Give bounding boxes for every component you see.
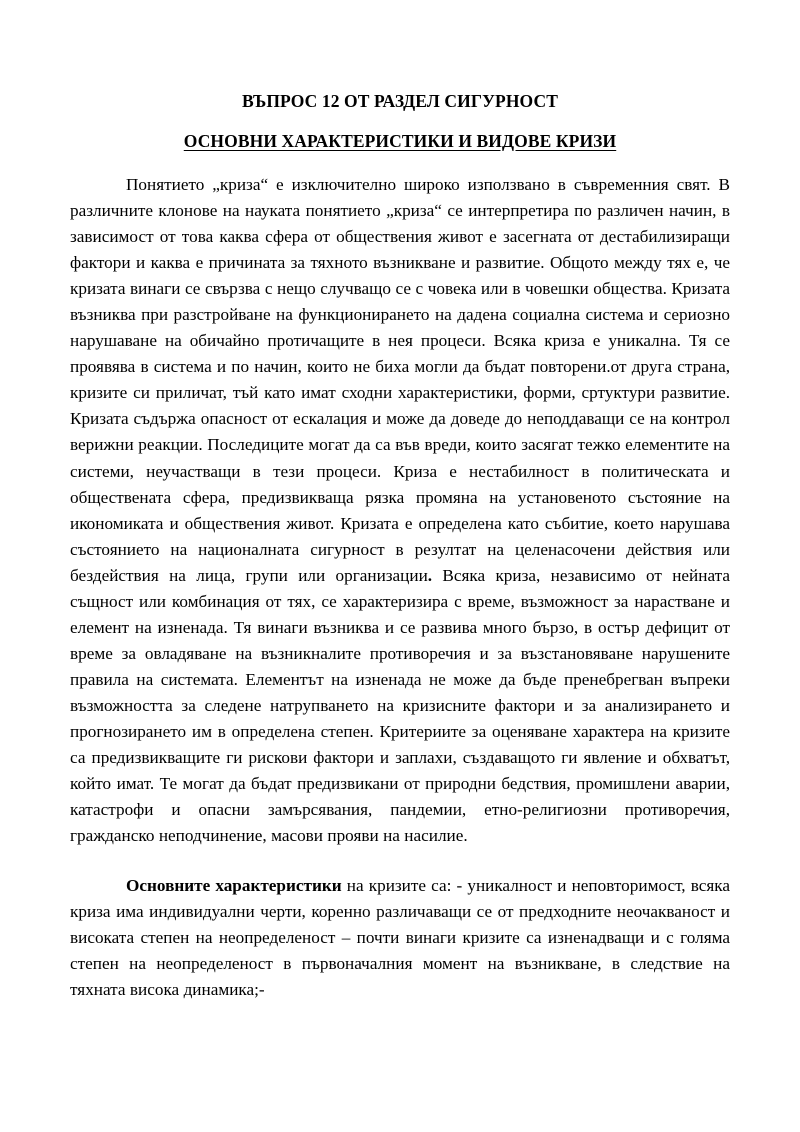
- document-content: [70, 88, 730, 1003]
- paragraph-two-text: на кризите са: - уникалност и неповторимост, всяка криза има индивидуални черти, коренно различаващи се от предходните неочакваност и високата степен на неопределеност – почти винаги кризите са изненадващи и с голяма степен на неопределеност в първоначалния момент на възникване, в следствие на тяхната висока динамика;-: [70, 876, 730, 1000]
- document-title: ВЪПРОС 12 ОТ РАЗДЕЛ СИГУРНОСТ: [242, 91, 558, 111]
- paragraph-one-bold-period: .: [427, 565, 433, 585]
- paragraph-one: [70, 172, 730, 849]
- paragraph-two-lead-in-bold: Основните характеристики: [126, 876, 342, 896]
- document-subtitle: ОСНОВНИ ХАРАКТЕРИСТИКИ И ВИДОВЕ КРИЗИ: [183, 131, 617, 151]
- paragraph-one-text-part-two: Всяка криза, независимо от нейната същност или комбинация от тях, се характеризира с време, възможност за нарастване и елемент на изненада. Тя винаги възниква и се развива много бързо, в остър дефицит от време за овладяване на възникналите противоречия и за възстановяване нарушените правила на системата. Елементът на изненада не може да бъде пренебрегван въпреки възможността за следене натрупването на кризисните фактори и за анализирането и прогнозирането им в определена степен. Критериите за оценяване характера на кризите са предизвикващите ги рискови фактори и заплахи, създаващото ги явление и обхватът, който имат. Те могат да бъдат предизвикани от природни бедствия, промишлени аварии, катастрофи и опасни замърсявания, пандемии, етно-религиозни противоречия, гражданско неподчинение, масови прояви на насилие.: [70, 565, 730, 846]
- paragraph-one-text-part-one: Понятието „криза“ е изключително широко използвано в съвременния свят. В различните клонове на науката понятието „криза“ се интерпретира по различен начин, в зависимост от това каква сфера от обществения живот е засегната от дестабилизиращи фактори и каква е причината за тяхното възникване и развитие. Общото между тях е, че кризата винаги се свързва с нещо случващо се с човека или в човешки общества. Кризата възниква при разстройване на функционирането на дадена социална система и сериозно нарушаване на обичайно протичащите в нея процеси. Всяка криза е уникална. Тя се проявява в система и по начин, които не биха могли да бъдат повторени.от друга страна, кризите си приличат, тъй като имат сходни характеристики, форми, сртуктури развитие. Кризата съдържа опасност от ескалация и може да доведе до неподдаващи се на контрол верижни реакции. Последиците могат да са във вреди, които засягат тежко елементите на системи, неучастващи в тези процеси. Криза е нестабилност в политическата и обществената сфера, предизвикваща рязка промяна на установеното състояние на икономиката и обществения живот. Кризата е определена като събитие, което нарушава състоянието на националната сигурност в резултат на целенасочени действия или бездействия на лица, групи или организации: [70, 175, 730, 585]
- paragraph-two: [70, 873, 730, 1003]
